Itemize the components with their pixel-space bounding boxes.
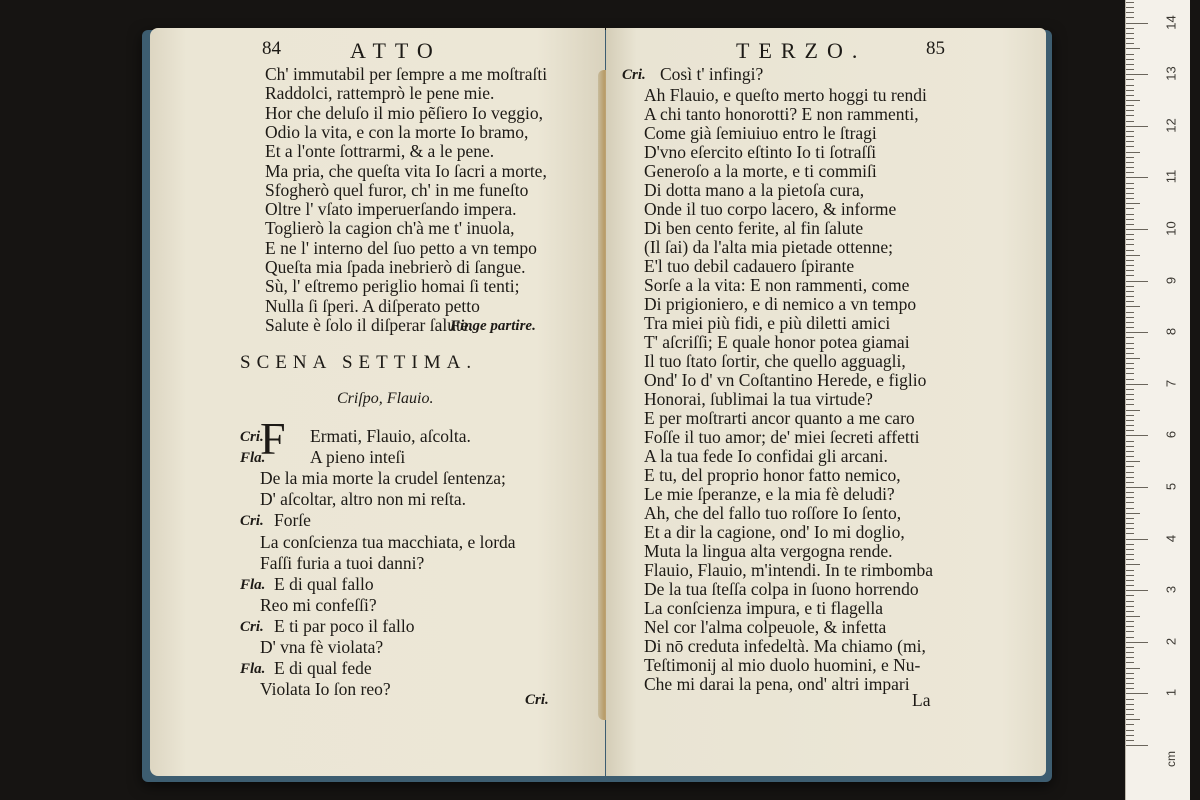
verse-line: Toglierò la cagion ch'à me t' inuola, — [265, 218, 515, 239]
scene-title: SCENA SETTIMA. — [240, 352, 478, 373]
ruler-tick — [1126, 410, 1140, 411]
ruler-tick — [1126, 59, 1134, 60]
ruler-tick — [1126, 23, 1148, 24]
ruler-tick — [1126, 244, 1134, 245]
ruler-tick — [1126, 435, 1148, 436]
ruler-tick — [1126, 301, 1134, 302]
verse-line: Ch' immutabil per ſempre a me moſtraſti — [265, 64, 548, 84]
dialogue-line: De la mia morte la crudel ſentenza; — [260, 468, 506, 489]
ruler-tick — [1126, 2, 1134, 3]
ruler-number: 7 — [1163, 379, 1179, 387]
ruler-tick — [1126, 554, 1134, 555]
ruler-tick — [1126, 466, 1134, 467]
ruler-tick — [1126, 533, 1134, 534]
ruler-tick — [1126, 704, 1134, 705]
dialogue-line: Forſe — [274, 510, 311, 531]
verse-line: E ne l' interno del ſuo petto a vn tempo — [265, 237, 537, 258]
ruler-tick — [1126, 730, 1134, 731]
ruler-tick — [1126, 110, 1134, 111]
catchword: Cri. — [525, 692, 549, 708]
ruler-tick — [1126, 126, 1148, 127]
speaker-label: Cri. — [240, 618, 264, 635]
ruler-tick — [1126, 461, 1140, 462]
ruler-tick — [1126, 626, 1134, 627]
ruler-tick — [1126, 188, 1134, 189]
ruler-tick — [1126, 652, 1134, 653]
ruler-tick — [1126, 7, 1134, 8]
ruler-tick — [1126, 502, 1134, 503]
verse-line: Et a l'onte ſottrarmi, & a le pene. — [265, 141, 495, 162]
dialogue-line: A pieno inteſi — [310, 447, 406, 468]
ruler-tick — [1126, 668, 1140, 669]
ruler-tick — [1126, 492, 1134, 493]
verse-line: Che mi darai la pena, ond' altri impari — [644, 674, 910, 694]
verse-line: Odio la vita, e con la morte Io bramo, — [265, 121, 529, 142]
ruler-tick — [1126, 657, 1134, 658]
verse-line: Onde il tuo corpo lacero, & informe — [644, 199, 897, 219]
ruler-tick — [1126, 203, 1140, 204]
verse-line: De la tua ſteſſa colpa in ſuono horrendo — [644, 579, 919, 599]
ruler-tick — [1126, 312, 1134, 313]
ruler-tick — [1126, 580, 1134, 581]
ruler-tick — [1126, 157, 1134, 158]
ruler-tick — [1126, 214, 1134, 215]
catchword: La — [912, 690, 931, 710]
verse-line: Foſſe il tuo amor; de' miei ſecreti affetti — [644, 427, 920, 447]
ruler-tick — [1126, 724, 1134, 725]
ruler-tick — [1126, 451, 1134, 452]
verse-line: Nel cor l'alma colpeuole, & infetta — [644, 617, 887, 637]
ruler-tick — [1126, 28, 1134, 29]
verse-line: A la tua fede Io confidai gli arcani. — [644, 446, 888, 466]
ruler-tick — [1126, 296, 1134, 297]
ruler-tick — [1126, 239, 1134, 240]
ruler-tick — [1126, 183, 1134, 184]
ruler-tick — [1126, 79, 1134, 80]
verse-line: Tra miei più fidi, e più diletti amici — [644, 313, 891, 333]
ruler-tick — [1126, 255, 1140, 256]
ruler-tick — [1126, 373, 1134, 374]
ruler-number: 1 — [1163, 689, 1179, 697]
verse-line: Sorſe a la vita: E non rammenti, come — [644, 275, 910, 295]
ruler-tick — [1126, 353, 1134, 354]
verse-line: Di prigioniero, e di nemico a vn tempo — [644, 294, 917, 314]
left-page — [150, 28, 605, 776]
verse-line: Come già ſemiuiuo entro le ſtragi — [644, 123, 877, 143]
verse-line: A chi tanto honorotti? E non rammenti, — [644, 104, 919, 124]
ruler-tick — [1126, 399, 1134, 400]
ruler-tick — [1126, 693, 1148, 694]
speaker-label: Cri. — [622, 67, 646, 83]
ruler-tick — [1126, 177, 1148, 178]
running-head: TERZO. — [736, 38, 867, 63]
ruler-number: 5 — [1163, 482, 1179, 491]
ruler-number: 4 — [1163, 534, 1179, 542]
ruler-tick — [1126, 518, 1134, 519]
dialogue-line: Violata Io ſon reo? — [260, 679, 391, 700]
ruler-tick — [1126, 33, 1134, 34]
verse-line: E'l tuo debil cadauero ſpirante — [644, 256, 855, 276]
ruler-tick — [1126, 379, 1134, 380]
ruler-tick — [1126, 662, 1134, 663]
stage-direction: Finge partire. — [450, 318, 536, 334]
ruler-number: 6 — [1163, 431, 1179, 439]
ruler-tick — [1126, 332, 1148, 333]
ruler-tick — [1126, 306, 1140, 307]
ruler-number: 12 — [1163, 118, 1179, 133]
ruler-tick — [1126, 595, 1134, 596]
verse-line: Di dotta mano a la pietoſa cura, — [644, 180, 865, 200]
ruler-tick — [1126, 709, 1134, 710]
page-number: 85 — [926, 38, 945, 59]
ruler-tick — [1126, 735, 1134, 736]
ruler-tick — [1126, 606, 1134, 607]
ruler-tick — [1126, 322, 1134, 323]
page-number: 84 — [262, 38, 281, 59]
ruler-tick — [1126, 64, 1134, 65]
verse-line: Sù, l' eſtremo periglio homai ſi tenti; — [265, 276, 520, 297]
ruler-tick — [1126, 394, 1134, 395]
ruler-tick — [1126, 575, 1134, 576]
ruler-tick — [1126, 260, 1134, 261]
verse-line: Honorai, ſublimai la tua virtude? — [644, 389, 873, 409]
ruler-tick — [1126, 95, 1134, 96]
ruler-tick — [1126, 719, 1140, 720]
verse-line: Ond' Io d' vn Coſtantino Herede, e figlio — [644, 370, 927, 390]
ruler-tick — [1126, 54, 1134, 55]
ruler-tick — [1126, 74, 1148, 75]
right-page — [606, 28, 1046, 776]
ruler-tick — [1126, 234, 1134, 235]
ruler-tick — [1126, 317, 1134, 318]
ruler-tick — [1126, 389, 1134, 390]
verse-line: Il tuo ſtato ſortir, che quello agguagli, — [644, 351, 906, 371]
verse-line: Ah, che del fallo tuo roſſore Io ſento, — [644, 503, 902, 523]
ruler-tick — [1126, 85, 1134, 86]
ruler-tick — [1126, 172, 1134, 173]
verse-line: Sfogherò quel furor, ch' in me funeſto — [265, 179, 529, 200]
dialogue-line: E ti par poco il fallo — [274, 615, 415, 636]
ruler-number: 13 — [1163, 66, 1179, 81]
ruler-tick — [1126, 647, 1134, 648]
ruler-tick — [1126, 193, 1134, 194]
ruler-tick — [1126, 631, 1134, 632]
ruler-tick — [1126, 415, 1134, 416]
speaker-label: Fla. — [240, 450, 266, 467]
ruler-tick — [1126, 585, 1134, 586]
ruler-tick — [1126, 497, 1134, 498]
ruler-tick — [1126, 343, 1134, 344]
speaker-label: Fla. — [240, 576, 266, 593]
ruler-number: 10 — [1163, 221, 1179, 236]
ruler-tick — [1126, 683, 1134, 684]
ruler-tick — [1126, 559, 1134, 560]
ruler-number: 2 — [1163, 637, 1179, 645]
ruler-tick — [1126, 404, 1134, 405]
ruler-tick — [1126, 337, 1134, 338]
ruler-tick — [1126, 430, 1134, 431]
ruler-tick — [1126, 688, 1134, 689]
ruler-tick — [1126, 472, 1134, 473]
ruler-tick — [1126, 198, 1134, 199]
ruler-tick — [1126, 219, 1134, 220]
verse-line: Et a dir la cagione, ond' Io mi doglio, — [644, 522, 905, 542]
ruler-tick — [1126, 673, 1134, 674]
ruler-tick — [1126, 38, 1134, 39]
ruler-tick — [1126, 616, 1140, 617]
ruler-tick — [1126, 131, 1134, 132]
dialogue-line: Faſſi furia a tuoi danni? — [260, 552, 425, 573]
dialogue-line: Reo mi confeſſi? — [260, 594, 377, 615]
ruler-tick — [1126, 508, 1134, 509]
verse-line: D'vno eſercito eſtinto Io ti ſotraſſi — [644, 142, 877, 162]
ruler-tick — [1126, 528, 1134, 529]
ruler-tick — [1126, 621, 1134, 622]
ruler-tick — [1126, 48, 1140, 49]
ruler-tick — [1126, 539, 1148, 540]
ruler-tick — [1126, 642, 1148, 643]
ruler-tick — [1126, 17, 1134, 18]
dialogue-line: E di qual fede — [274, 658, 372, 679]
ruler-tick — [1126, 678, 1134, 679]
ruler-tick — [1126, 456, 1134, 457]
ruler-tick — [1126, 43, 1134, 44]
verse-line: Muta la lingua alta vergogna rende. — [644, 541, 893, 561]
ruler-tick — [1126, 270, 1134, 271]
ruler-tick — [1126, 564, 1140, 565]
drop-capital: F — [260, 413, 286, 464]
ruler-number: 9 — [1163, 276, 1179, 284]
ruler-tick — [1126, 358, 1140, 359]
ruler-tick — [1126, 699, 1134, 700]
ruler-tick — [1126, 513, 1140, 514]
verse-line: Di ben cento ferite, al fin ſalute — [644, 218, 864, 238]
ruler-tick — [1126, 224, 1134, 225]
ruler-tick — [1126, 115, 1134, 116]
verse-line: Hor che deluſo il mio pẽſiero Io veggio, — [265, 102, 543, 123]
verse-line: Queſta mia ſpada inebrierò di ſangue. — [265, 257, 526, 277]
ruler-tick — [1126, 590, 1148, 591]
ruler-tick — [1126, 544, 1134, 545]
verse-line: Nulla ſi ſperi. A diſperato petto — [265, 295, 480, 316]
ruler-tick — [1126, 368, 1134, 369]
ruler-tick — [1126, 487, 1148, 488]
measuring-ruler — [1125, 0, 1190, 800]
ruler-tick — [1126, 348, 1134, 349]
dialogue-line: E di qual fallo — [274, 573, 374, 594]
ruler-tick — [1126, 12, 1134, 13]
ruler-tick — [1126, 482, 1134, 483]
dialogue-line: Ermati, Flauio, aſcolta. — [310, 426, 471, 446]
ruler-number: 8 — [1163, 328, 1179, 336]
ruler-tick — [1126, 740, 1134, 741]
ruler-tick — [1126, 745, 1148, 746]
ruler-number: 3 — [1163, 586, 1179, 594]
ruler-tick — [1126, 265, 1134, 266]
speaker-label: Fla. — [240, 661, 266, 678]
ruler-tick — [1126, 420, 1134, 421]
verse-line: Ah Flauio, e queſto merto hoggi tu rendi — [644, 85, 927, 105]
ruler-tick — [1126, 229, 1148, 230]
ruler-tick — [1126, 152, 1140, 153]
verse-line: Oltre l' vſato imperuerſando impera. — [265, 199, 517, 220]
ruler-tick — [1126, 100, 1140, 101]
verse-line: Salute è ſolo il diſperar ſalute. — [265, 314, 473, 335]
ruler-tick — [1126, 291, 1134, 292]
verse-line: Le mie ſperanze, e la mia fè deludi? — [644, 484, 895, 504]
verse-line: Ma pria, che queſta vita Io ſacri a morte, — [265, 160, 547, 181]
dramatis-personae: Criſpo, Flauio. — [337, 390, 434, 407]
verse-line: E tu, del proprio honor fatto nemico, — [644, 465, 901, 485]
verse-line: Raddolci, rattemprò le pene mie. — [265, 83, 495, 104]
ruler-tick — [1126, 446, 1134, 447]
verse-line: Di nō creduta infedeltà. Ma chiamo (mi, — [644, 636, 926, 656]
ruler-number: 11 — [1163, 170, 1179, 184]
ruler-tick — [1126, 69, 1134, 70]
ruler-tick — [1126, 281, 1148, 282]
speaker-label: Cri. — [240, 429, 264, 445]
ruler-tick — [1126, 286, 1134, 287]
ruler-tick — [1126, 523, 1134, 524]
ruler-tick — [1126, 105, 1134, 106]
speaker-label: Cri. — [240, 513, 264, 530]
ruler-tick — [1126, 441, 1134, 442]
ruler-tick — [1126, 549, 1134, 550]
ruler-tick — [1126, 146, 1134, 147]
ruler-tick — [1126, 570, 1134, 571]
ruler-tick — [1126, 121, 1134, 122]
ruler-tick — [1126, 637, 1134, 638]
ruler-tick — [1126, 141, 1134, 142]
ruler-tick — [1126, 275, 1134, 276]
ruler-tick — [1126, 363, 1134, 364]
verse-line: Flauio, Flauio, m'intendi. In te rimbomba — [644, 560, 933, 580]
dialogue-line: D' aſcoltar, altro non mi reſta. — [260, 489, 467, 510]
dialogue-line: La conſcienza tua macchiata, e lorda — [260, 531, 516, 552]
ruler-tick — [1126, 250, 1134, 251]
verse-line: T' aſcriſſi; E quale honor potea giamai — [644, 332, 910, 352]
ruler-tick — [1126, 611, 1134, 612]
verse-line: Così t' infingi? — [660, 64, 764, 84]
ruler-tick — [1126, 136, 1134, 137]
ruler-tick — [1126, 90, 1134, 91]
ruler-tick — [1126, 162, 1134, 163]
verse-line: (Il ſai) da l'alta mia pietade ottenne; — [644, 237, 894, 257]
verse-line: E per moſtrarti ancor quanto a me caro — [644, 408, 915, 428]
ruler-tick — [1126, 477, 1134, 478]
ruler-tick — [1126, 601, 1134, 602]
running-head: ATTO — [350, 38, 442, 63]
ruler-unit-label: cm — [1164, 751, 1178, 767]
ruler-tick — [1126, 167, 1134, 168]
ruler-tick — [1126, 425, 1134, 426]
verse-line: La conſcienza impura, e ti flagella — [644, 598, 884, 618]
ruler-tick — [1126, 327, 1134, 328]
verse-line: Teſtimonij al mio duolo huomini, e Nu- — [644, 655, 921, 675]
ruler-number: 14 — [1163, 14, 1179, 30]
ruler-tick — [1126, 384, 1148, 385]
ruler-tick — [1126, 714, 1134, 715]
dialogue-line: D' vna fè violata? — [260, 637, 384, 657]
ruler-tick — [1126, 208, 1134, 209]
verse-line: Generoſo a la morte, e ti commiſi — [644, 161, 877, 181]
